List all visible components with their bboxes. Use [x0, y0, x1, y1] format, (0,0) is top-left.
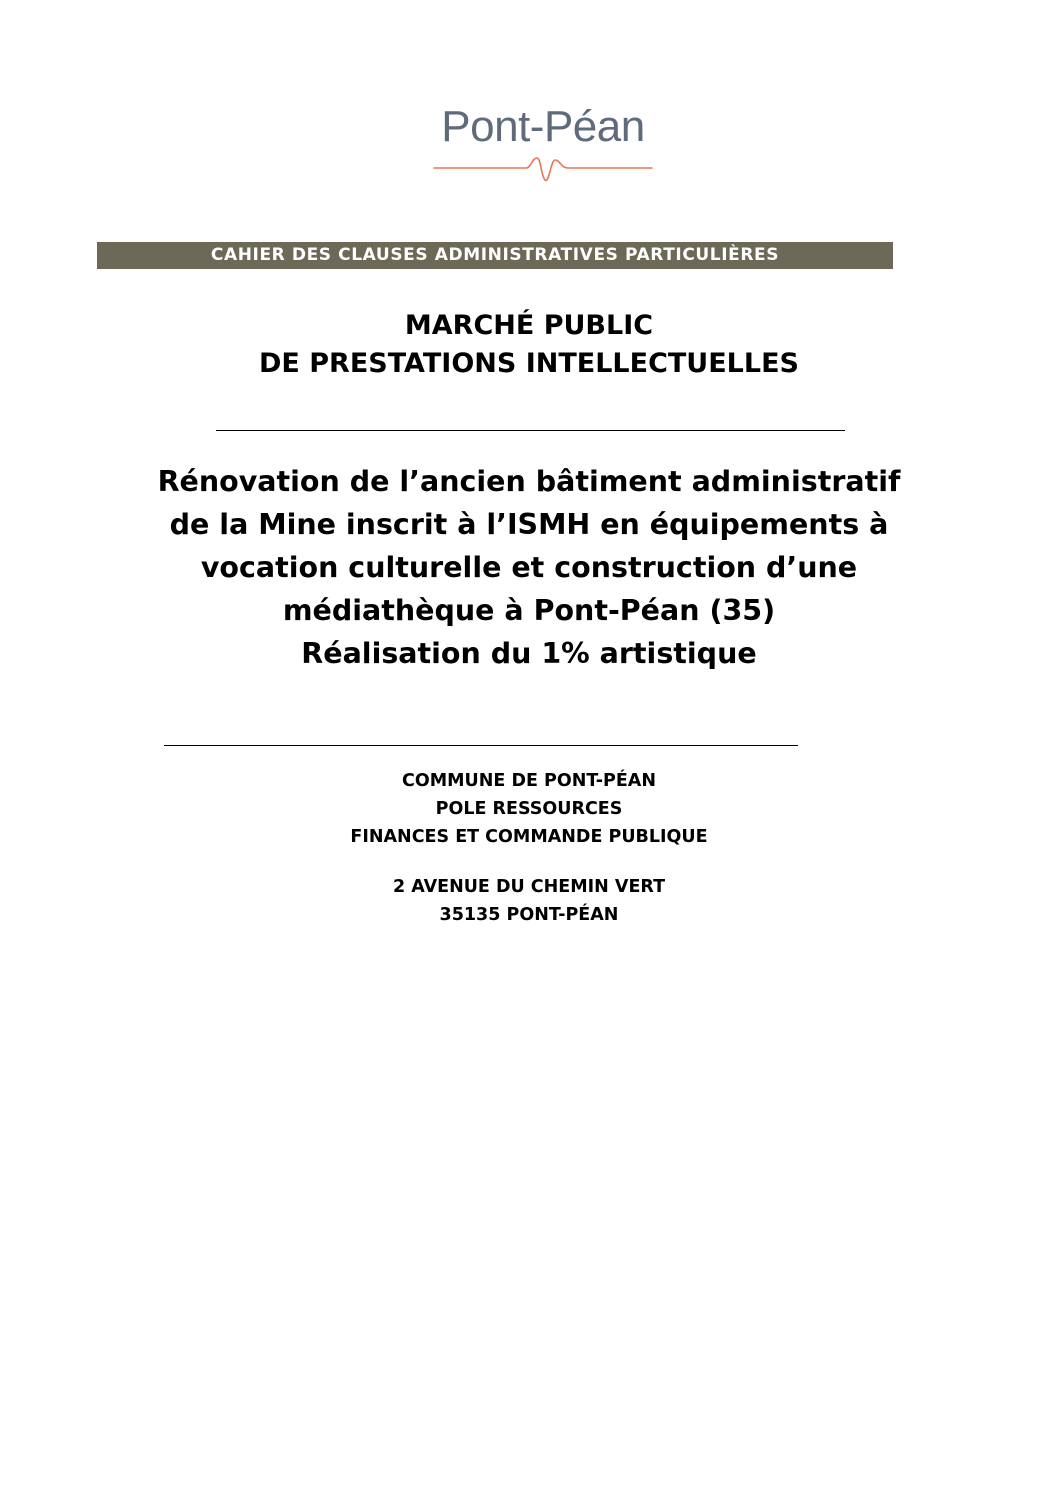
project-title: [40, 460, 1018, 675]
document-type-banner: CAHIER DES CLAUSES ADMINISTRATIVES PARTICULIÈRES: [97, 242, 893, 269]
organization-department: POLE RESSOURCES: [435, 799, 623, 819]
logo-wordmark: Pont-Péan: [441, 102, 645, 151]
organization-name: COMMUNE DE PONT-PÉAN: [402, 771, 656, 791]
divider-line: [216, 430, 845, 431]
project-title-line-1: Rénovation de l’ancien bâtiment administratif: [157, 465, 901, 498]
address-city: 35135 PONT-PÉAN: [439, 905, 619, 925]
project-title-line-2: de la Mine inscrit à l’ISMH en équipements à: [169, 508, 889, 541]
project-title-line-3: vocation culturelle et construction d’une: [200, 551, 858, 584]
address-street: 2 AVENUE DU CHEMIN VERT: [392, 877, 666, 897]
organization-service: FINANCES ET COMMANDE PUBLIQUE: [350, 827, 708, 847]
project-title-line-4: médiathèque à Pont-Péan (35): [282, 594, 776, 627]
market-title: [0, 307, 1058, 383]
divider-line: [164, 745, 798, 746]
organization-block: [229, 767, 829, 929]
market-title-line-1: MARCHÉ PUBLIC: [404, 310, 654, 341]
project-title-line-5: Réalisation du 1% artistique: [301, 637, 757, 670]
pont-pean-logo: [430, 100, 656, 190]
market-title-line-2: DE PRESTATIONS INTELLECTUELLES: [259, 348, 799, 379]
logo-wave-icon: [430, 146, 656, 190]
